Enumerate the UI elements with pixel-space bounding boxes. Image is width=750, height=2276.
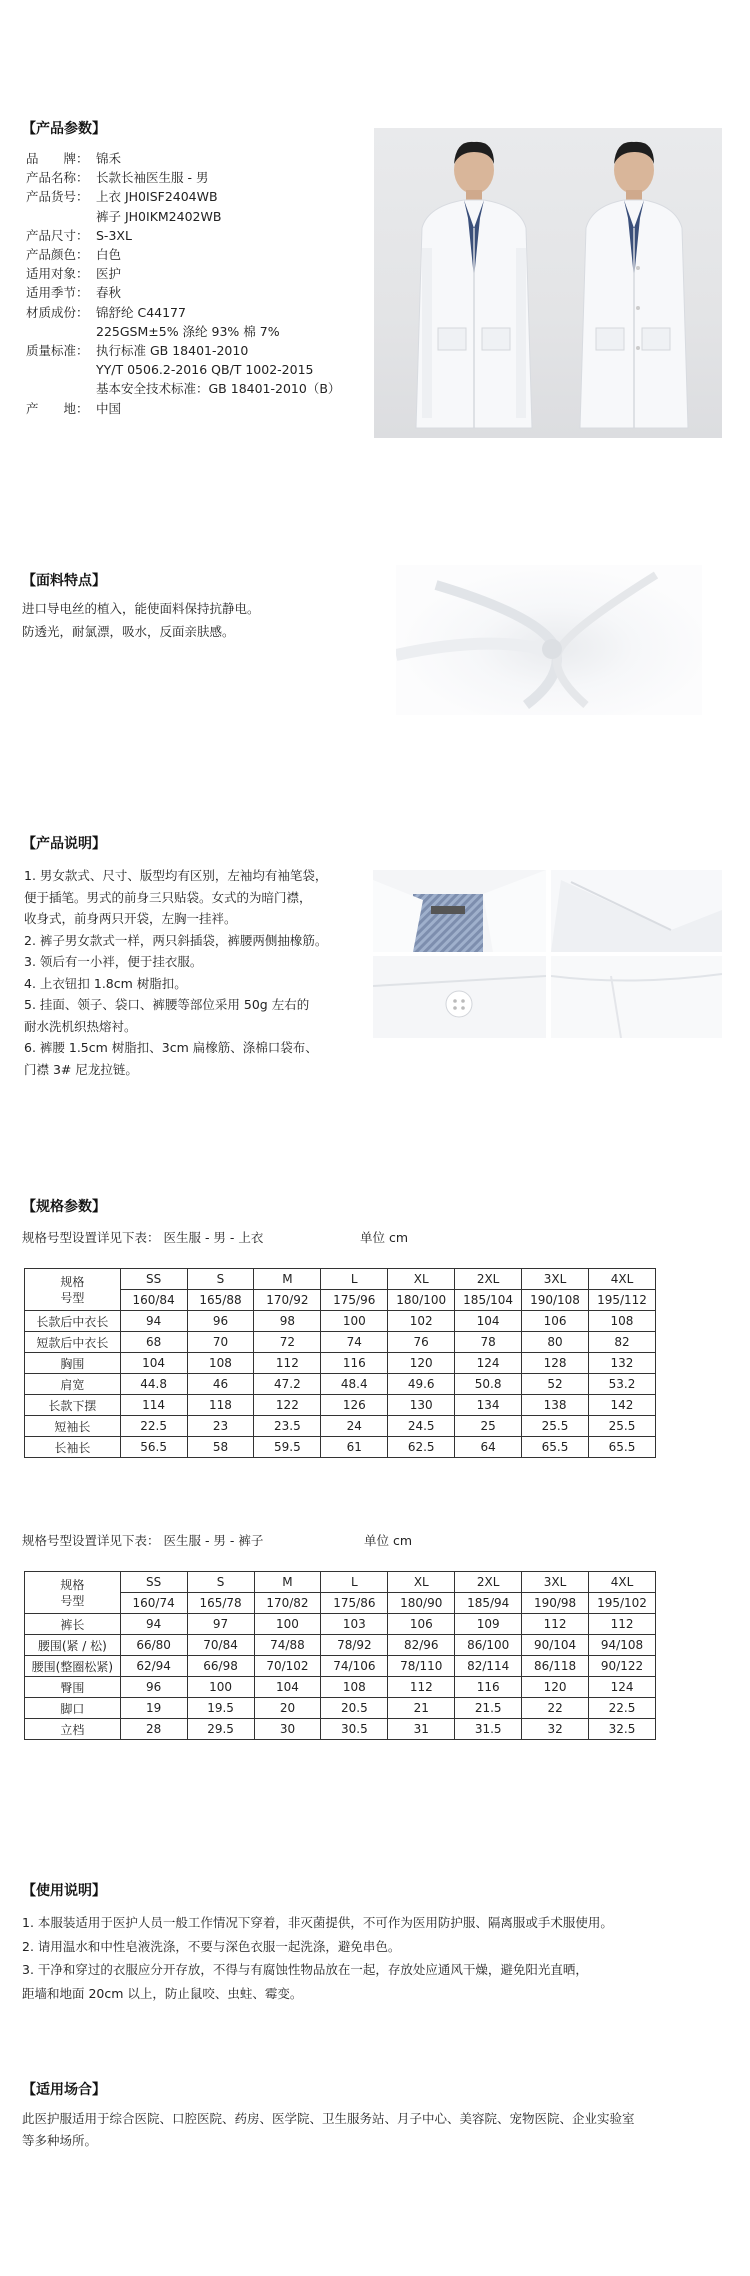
desc-line: 5. 挂面、领子、袋口、裤腰等部位采用 50g 左右的: [24, 997, 310, 1012]
table-cell: 72: [254, 1332, 321, 1353]
table-cell: 97: [187, 1614, 254, 1635]
table-cell: 49.6: [388, 1374, 455, 1395]
param-value: 基本安全技术标准：GB 18401-2010（B）: [96, 381, 341, 397]
table-cell: 65.5: [588, 1437, 655, 1458]
param-row: [26, 322, 280, 341]
size-code-cell: 4XL: [588, 1269, 655, 1290]
param-key: 产品颜色：: [26, 247, 89, 262]
table-cell: 118: [187, 1395, 254, 1416]
param-key: 产 地：: [26, 400, 89, 416]
param-key: 品 牌：: [26, 151, 89, 166]
size-code-cell: 4XL: [589, 1572, 656, 1593]
desc-title: 【产品说明】: [22, 836, 106, 852]
param-row: [26, 245, 121, 264]
height-code-cell: 170/92: [254, 1290, 321, 1311]
row-label-cell: 立档: [25, 1719, 121, 1740]
size-code-cell: 2XL: [455, 1572, 522, 1593]
table-cell: 58: [187, 1437, 254, 1458]
model-right: [580, 142, 688, 428]
row-label-cell: 胸围: [25, 1353, 121, 1374]
table-cell: 106: [522, 1311, 589, 1332]
param-value: 锦禾: [96, 151, 122, 166]
desc-line: 便于插笔。男式的前身三只贴袋。女式的为暗门襟，: [24, 889, 312, 905]
detail-photo-button: [373, 956, 546, 1038]
size-code-cell: SS: [120, 1572, 187, 1593]
size-code-cell: 3XL: [522, 1269, 589, 1290]
desc-line: 门襟 3# 尼龙拉链。: [24, 1061, 138, 1077]
table-cell: 112: [589, 1614, 656, 1635]
table-cell: 19: [120, 1698, 187, 1719]
param-key: 产品货号：: [26, 189, 89, 205]
table-cell: 82/96: [388, 1635, 455, 1656]
table-cell: 62.5: [388, 1437, 455, 1458]
table-cell: 134: [455, 1395, 522, 1416]
size-code-cell: XL: [388, 1269, 455, 1290]
param-value: 锦舒纶 C44177: [96, 304, 186, 320]
table-row: [25, 1332, 656, 1353]
param-value: YY/T 0506.2-2016 QB/T 1002-2015: [96, 362, 314, 378]
row-label-cell: 肩宽: [25, 1374, 121, 1395]
table-row: [25, 1656, 656, 1677]
table-cell: 32.5: [589, 1719, 656, 1740]
table-row: [25, 1677, 656, 1698]
table-row: [25, 1437, 656, 1458]
table-cell: 94/108: [589, 1635, 656, 1656]
table-cell: 78/92: [321, 1635, 388, 1656]
param-row: [26, 149, 121, 168]
height-code-cell: 180/90: [388, 1593, 455, 1614]
table-cell: 96: [120, 1677, 187, 1698]
table-cell: 94: [120, 1614, 187, 1635]
table-row: [25, 1311, 656, 1332]
param-row: [26, 187, 218, 206]
param-key: 适用对象：: [26, 266, 89, 282]
table-cell: 66/98: [187, 1656, 254, 1677]
table-cell: 61: [321, 1437, 388, 1458]
table-cell: 64: [455, 1437, 522, 1458]
table-cell: 78: [455, 1332, 522, 1353]
height-code-cell: 160/74: [120, 1593, 187, 1614]
model-left: [416, 142, 532, 428]
table-cell: 116: [455, 1677, 522, 1698]
doctor-models-illustration: [374, 128, 722, 438]
height-code-cell: 160/84: [120, 1290, 187, 1311]
table-cell: 122: [254, 1395, 321, 1416]
fabric-swirl-illustration: [396, 565, 702, 715]
detail-photo-collar-label: [373, 870, 546, 952]
table-cell: 70: [187, 1332, 254, 1353]
height-code-cell: 195/102: [589, 1593, 656, 1614]
table-row: [25, 1719, 656, 1740]
table-row: [25, 1395, 656, 1416]
param-value: 裤子 JH0IKM2402WB: [96, 208, 222, 224]
usage-title: 【使用说明】: [22, 1883, 106, 1899]
size-code-cell: L: [321, 1572, 388, 1593]
size-header-cell: [25, 1269, 121, 1311]
table-cell: 31.5: [455, 1719, 522, 1740]
height-code-cell: 165/88: [187, 1290, 254, 1311]
table-cell: 108: [187, 1353, 254, 1374]
param-value: 白色: [96, 247, 122, 262]
table-cell: 128: [522, 1353, 589, 1374]
param-value: 执行标准 GB 18401-2010: [96, 343, 249, 358]
table-cell: 130: [388, 1395, 455, 1416]
size-code-cell: 2XL: [455, 1269, 522, 1290]
table-cell: 22.5: [120, 1416, 187, 1437]
params-title: 【产品参数】: [22, 121, 106, 137]
table-cell: 68: [120, 1332, 187, 1353]
size-header-label: 号型: [60, 1593, 85, 1608]
table-cell: 23.5: [254, 1416, 321, 1437]
height-code-cell: 185/104: [455, 1290, 522, 1311]
table-cell: 124: [589, 1677, 656, 1698]
fabric-line-1: 进口导电丝的植入，能使面料保持抗静电。: [22, 601, 260, 616]
size-code-cell: M: [254, 1269, 321, 1290]
table-cell: 44.8: [120, 1374, 187, 1395]
row-label-cell: 臀围: [25, 1677, 121, 1698]
size-code-cell: L: [321, 1269, 388, 1290]
table-cell: 104: [455, 1311, 522, 1332]
table-cell: 82/114: [455, 1656, 522, 1677]
scene-line: 等多种场所。: [22, 2133, 98, 2148]
table-cell: 29.5: [187, 1719, 254, 1740]
row-label-cell: 长款后中衣长: [25, 1311, 121, 1332]
table-row: [25, 1614, 656, 1635]
param-row: [26, 399, 121, 418]
top-spec-table: [24, 1268, 656, 1458]
table-cell: 21: [388, 1698, 455, 1719]
table-cell: 103: [321, 1614, 388, 1635]
table-cell: 22.5: [589, 1698, 656, 1719]
table-cell: 32: [522, 1719, 589, 1740]
table-cell: 74/106: [321, 1656, 388, 1677]
usage-line: 1. 本服装适用于医护人员一般工作情况下穿着，非灭菌提供，不可作为医用防护服、隔离服或手术服使用。: [22, 1915, 613, 1930]
size-code-cell: S: [187, 1269, 254, 1290]
table-cell: 23: [187, 1416, 254, 1437]
table-cell: 24.5: [388, 1416, 455, 1437]
table-cell: 112: [388, 1677, 455, 1698]
top-table-caption: 规格号型设置详见下表： 医生服 - 男 - 上衣: [22, 1230, 264, 1245]
table-cell: 25.5: [522, 1416, 589, 1437]
scene-line: 此医护服适用于综合医院、口腔医院、药房、医学院、卫生服务站、月子中心、美容院、宠物医院、企业实验室: [22, 2111, 635, 2126]
table-cell: 24: [321, 1416, 388, 1437]
param-row: [26, 226, 132, 245]
table-row: [25, 1353, 656, 1374]
table-cell: 106: [388, 1614, 455, 1635]
table-cell: 30.5: [321, 1719, 388, 1740]
table-cell: 80: [522, 1332, 589, 1353]
desc-line: 4. 上衣钮扣 1.8cm 树脂扣。: [24, 975, 187, 991]
model-photo: [374, 128, 722, 438]
table-cell: 65.5: [522, 1437, 589, 1458]
table-cell: 109: [455, 1614, 522, 1635]
param-key: 材质成份：: [26, 304, 89, 320]
table-cell: 120: [388, 1353, 455, 1374]
row-label-cell: 裤长: [25, 1614, 121, 1635]
table-cell: 82: [588, 1332, 655, 1353]
table-cell: 66/80: [120, 1635, 187, 1656]
row-label-cell: 脚口: [25, 1698, 121, 1719]
table-row: [25, 1635, 656, 1656]
size-code-cell: M: [254, 1572, 321, 1593]
param-value: 长款长袖医生服 - 男: [96, 170, 209, 186]
detail-photo-collar: [551, 870, 722, 952]
table-cell: 100: [187, 1677, 254, 1698]
table-cell: 112: [522, 1614, 589, 1635]
table-cell: 53.2: [588, 1374, 655, 1395]
table-cell: 108: [321, 1677, 388, 1698]
table-cell: 96: [187, 1311, 254, 1332]
param-row: [26, 283, 121, 302]
desc-line: 耐水洗机织热熔衬。: [24, 1018, 137, 1034]
size-code-cell: S: [187, 1572, 254, 1593]
table-cell: 30: [254, 1719, 321, 1740]
table-cell: 62/94: [120, 1656, 187, 1677]
param-row: [26, 303, 186, 322]
param-value: 春秋: [96, 285, 122, 301]
table-cell: 116: [321, 1353, 388, 1374]
desc-line: 2. 裤子男女款式一样，两只斜插袋，裤腰两侧抽橡筋。: [24, 932, 328, 948]
table-cell: 50.8: [455, 1374, 522, 1395]
table-cell: 102: [388, 1311, 455, 1332]
table-cell: 56.5: [120, 1437, 187, 1458]
table-cell: 104: [254, 1677, 321, 1698]
table-cell: 114: [120, 1395, 187, 1416]
table-row: [25, 1374, 656, 1395]
size-header-label: 规格: [60, 1274, 85, 1289]
table-cell: 76: [388, 1332, 455, 1353]
table-row: [25, 1416, 656, 1437]
row-label-cell: 短袖长: [25, 1416, 121, 1437]
fabric-photo: [396, 565, 702, 715]
table-header-row: [25, 1269, 656, 1290]
table-cell: 25.5: [588, 1416, 655, 1437]
spec-title: 【规格参数】: [22, 1199, 106, 1215]
bottom-table-unit: 单位 cm: [364, 1533, 413, 1548]
table-cell: 25: [455, 1416, 522, 1437]
row-label-cell: 长袖长: [25, 1437, 121, 1458]
table-cell: 22: [522, 1698, 589, 1719]
table-cell: 20.5: [321, 1698, 388, 1719]
param-key: 适用季节：: [26, 285, 89, 301]
row-label-cell: 短款后中衣长: [25, 1332, 121, 1353]
size-code-cell: 3XL: [522, 1572, 589, 1593]
table-cell: 100: [254, 1614, 321, 1635]
table-cell: 108: [588, 1311, 655, 1332]
param-value: 上衣 JH0ISF2404WB: [96, 189, 218, 205]
desc-line: 收身式，前身两只开袋，左胸一挂袢。: [24, 911, 237, 926]
height-code-cell: 175/96: [321, 1290, 388, 1311]
fabric-title: 【面料特点】: [22, 573, 106, 589]
scene-title: 【适用场合】: [22, 2082, 106, 2098]
table-cell: 120: [522, 1677, 589, 1698]
size-header-label: 号型: [60, 1290, 85, 1305]
table-cell: 59.5: [254, 1437, 321, 1458]
table-cell: 70/102: [254, 1656, 321, 1677]
param-key: 产品名称：: [26, 170, 89, 186]
table-cell: 94: [120, 1311, 187, 1332]
table-cell: 46: [187, 1374, 254, 1395]
table-cell: 70/84: [187, 1635, 254, 1656]
table-cell: 112: [254, 1353, 321, 1374]
table-cell: 48.4: [321, 1374, 388, 1395]
table-cell: 86/118: [522, 1656, 589, 1677]
param-row: [26, 360, 314, 379]
table-cell: 74: [321, 1332, 388, 1353]
table-cell: 78/110: [388, 1656, 455, 1677]
detail-photo-pocket: [551, 956, 722, 1038]
param-key: 质量标准：: [26, 343, 89, 358]
param-row: [26, 264, 121, 283]
height-code-cell: 190/108: [522, 1290, 589, 1311]
param-row: [26, 207, 221, 226]
param-value: 医护: [96, 266, 122, 282]
table-cell: 98: [254, 1311, 321, 1332]
table-cell: 74/88: [254, 1635, 321, 1656]
desc-line: 6. 裤腰 1.5cm 树脂扣、3cm 扁橡筋、涤棉口袋布、: [24, 1040, 318, 1055]
table-cell: 126: [321, 1395, 388, 1416]
param-row: [26, 379, 340, 398]
table-cell: 90/104: [522, 1635, 589, 1656]
bottom-spec-table: [24, 1571, 656, 1740]
fabric-line-2: 防透光，耐氯漂，吸水，反面亲肤感。: [22, 624, 235, 639]
table-cell: 90/122: [589, 1656, 656, 1677]
size-code-cell: SS: [120, 1269, 187, 1290]
height-code-cell: 195/112: [588, 1290, 655, 1311]
row-label-cell: 长款下摆: [25, 1395, 121, 1416]
usage-line: 2. 请用温水和中性皂液洗涤，不要与深色衣服一起洗涤，避免串色。: [22, 1938, 401, 1954]
table-cell: 31: [388, 1719, 455, 1740]
param-value: 225GSM±5% 涤纶 93% 棉 7%: [96, 323, 280, 339]
table-row: [25, 1698, 656, 1719]
table-cell: 19.5: [187, 1698, 254, 1719]
height-code-cell: 175/86: [321, 1593, 388, 1614]
param-value: 中国: [96, 400, 122, 416]
table-header-row: [25, 1572, 656, 1593]
table-cell: 124: [455, 1353, 522, 1374]
usage-line: 距墙和地面 20cm 以上，防止鼠咬、虫蛀、霉变。: [22, 1985, 303, 2001]
bottom-table-caption: 规格号型设置详见下表： 医生服 - 男 - 裤子: [22, 1533, 264, 1548]
size-header-label: 规格: [60, 1577, 85, 1592]
size-header-cell: [25, 1572, 121, 1614]
table-cell: 28: [120, 1719, 187, 1740]
desc-line: 1. 男女款式、尺寸、版型均有区别，左袖均有袖笔袋，: [24, 868, 328, 883]
row-label-cell: 腰围(整圈松紧): [25, 1656, 121, 1677]
table-cell: 104: [120, 1353, 187, 1374]
row-label-cell: 腰围(紧 / 松): [25, 1635, 121, 1656]
table-cell: 21.5: [455, 1698, 522, 1719]
size-code-cell: XL: [388, 1572, 455, 1593]
table-cell: 20: [254, 1698, 321, 1719]
table-cell: 86/100: [455, 1635, 522, 1656]
param-value: S-3XL: [96, 227, 132, 243]
table-cell: 142: [588, 1395, 655, 1416]
table-cell: 52: [522, 1374, 589, 1395]
table-cell: 138: [522, 1395, 589, 1416]
table-cell: 132: [588, 1353, 655, 1374]
param-row: [26, 341, 248, 360]
height-code-cell: 170/82: [254, 1593, 321, 1614]
param-key: 产品尺寸：: [26, 227, 89, 243]
table-cell: 47.2: [254, 1374, 321, 1395]
height-code-cell: 190/98: [522, 1593, 589, 1614]
height-code-cell: 185/94: [455, 1593, 522, 1614]
usage-line: 3. 干净和穿过的衣服应分开存放，不得与有腐蚀性物品放在一起，存放处应通风干燥，避免阳光直晒，: [22, 1962, 588, 1977]
desc-line: 3. 领后有一小袢，便于挂衣服。: [24, 954, 203, 969]
height-code-cell: 165/78: [187, 1593, 254, 1614]
height-code-cell: 180/100: [388, 1290, 455, 1311]
param-row: [26, 168, 208, 187]
top-table-unit: 单位 cm: [360, 1230, 409, 1245]
table-cell: 100: [321, 1311, 388, 1332]
